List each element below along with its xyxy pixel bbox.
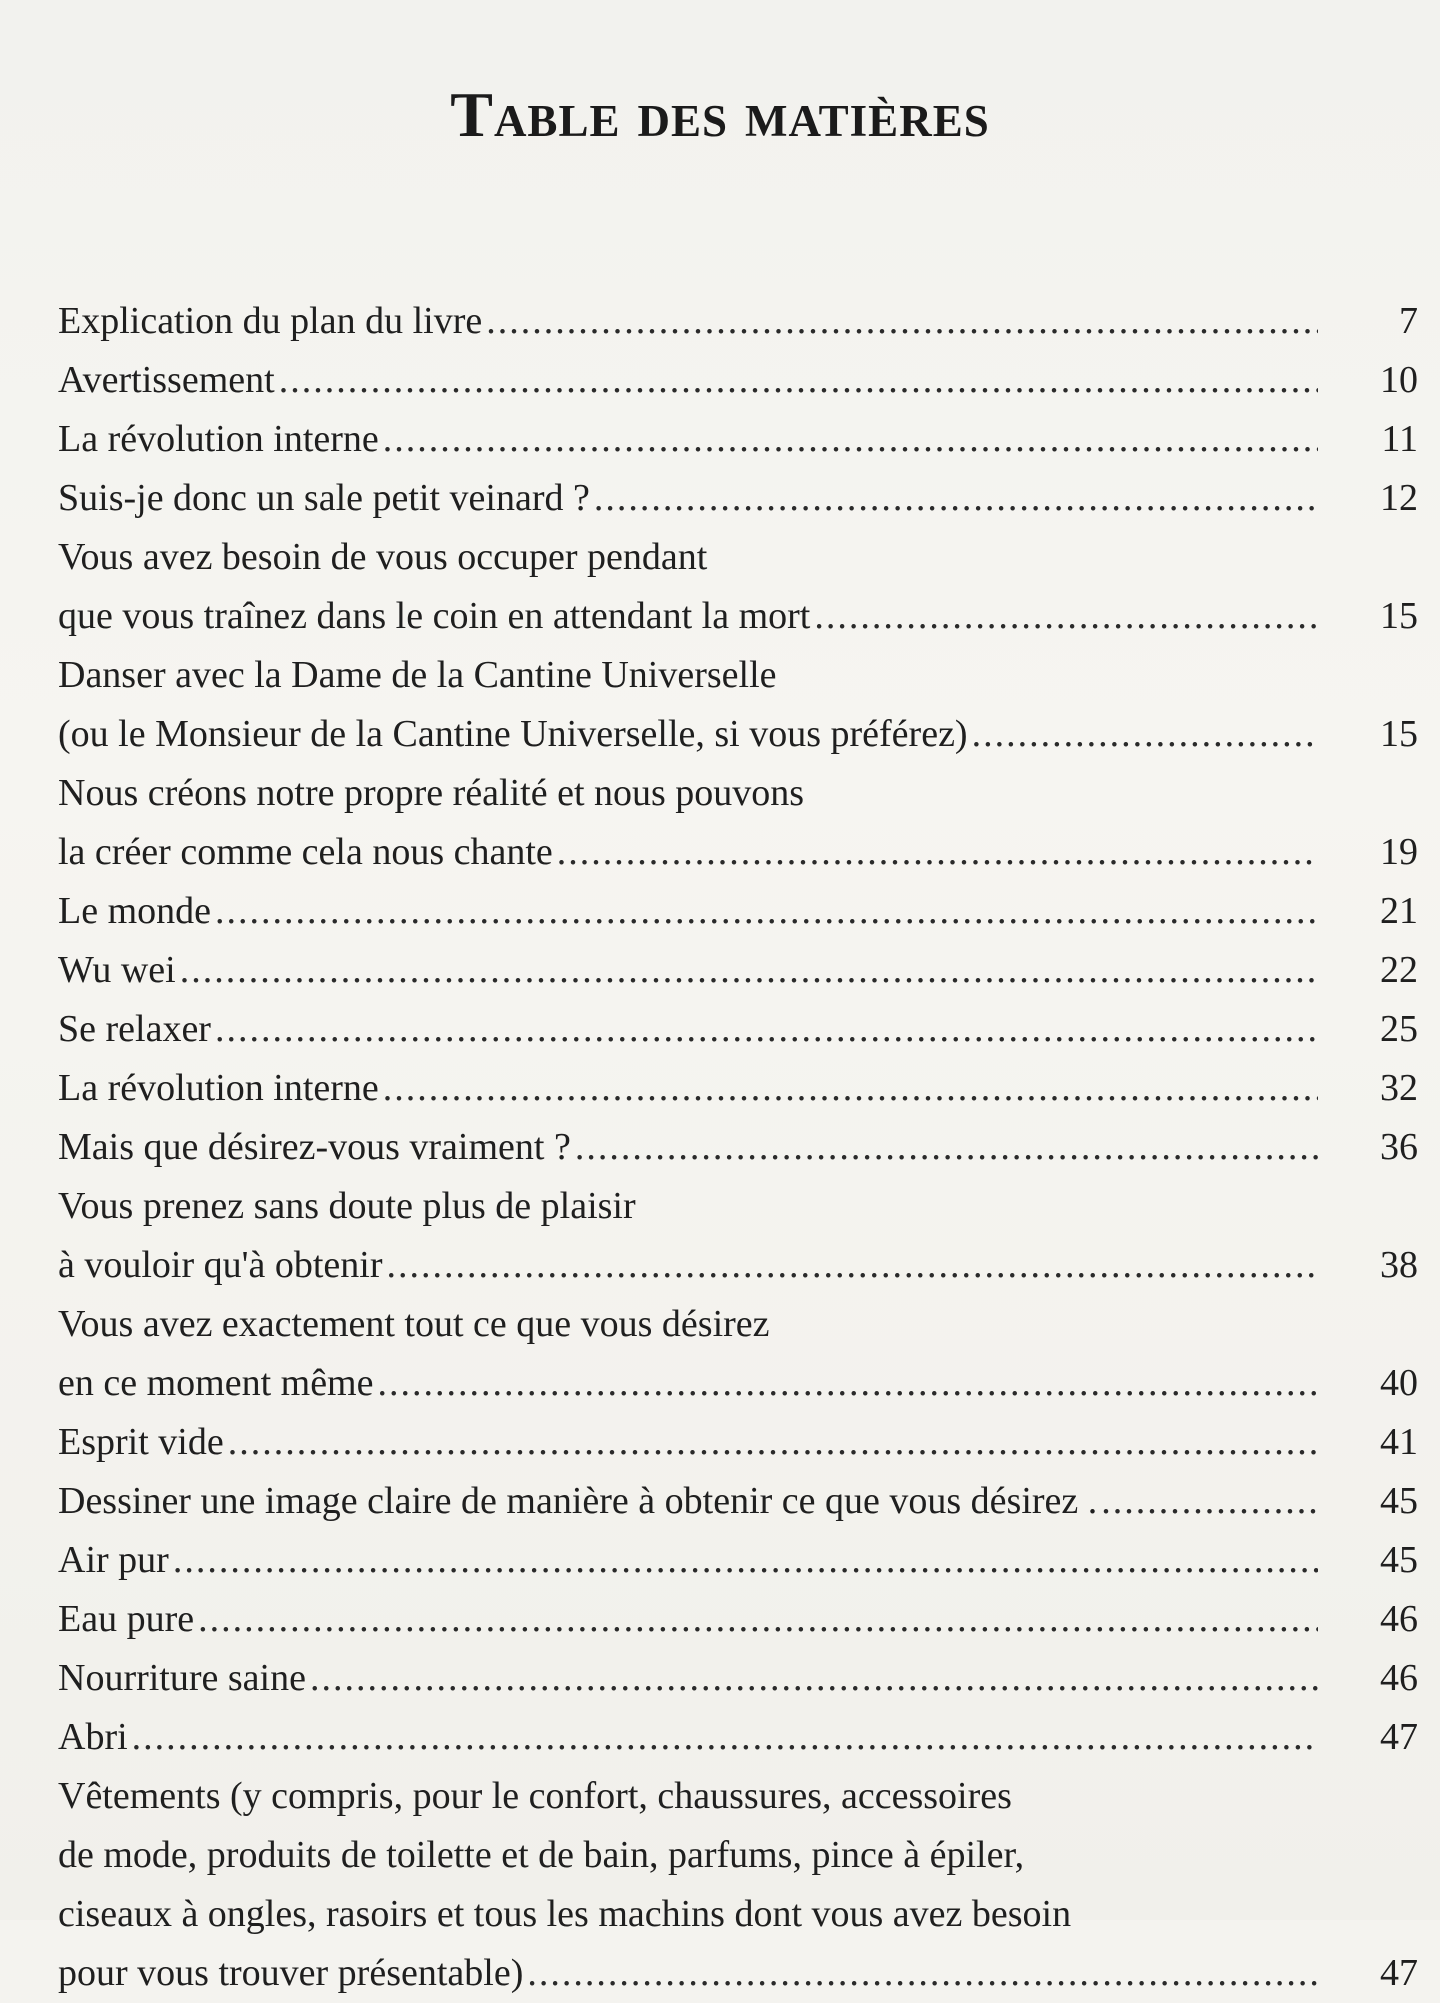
- toc-page-number: 12: [1380, 477, 1418, 519]
- toc-entry-title: que vous traînez dans le coin en attendant la mort: [58, 595, 811, 637]
- toc-page-number: 32: [1380, 1067, 1418, 1109]
- toc-page-number: 25: [1380, 1008, 1418, 1050]
- toc-entry: [58, 1767, 1418, 2003]
- toc-page-number: 40: [1380, 1362, 1418, 1404]
- toc-entry-line: [58, 1767, 1418, 1826]
- dot-leader: [814, 587, 1318, 646]
- toc-page-number: 11: [1381, 418, 1418, 460]
- toc-entry: [58, 469, 1418, 528]
- toc-page-number: 36: [1380, 1126, 1418, 1168]
- dot-leader: [378, 1354, 1319, 1413]
- toc-entry-title: à vouloir qu'à obtenir: [58, 1244, 383, 1286]
- toc-entry: [58, 1413, 1418, 1472]
- toc-entry: [58, 1649, 1418, 1708]
- toc-page-number: 22: [1380, 949, 1418, 991]
- dot-leader: [383, 410, 1318, 469]
- toc-entry-line: [58, 764, 1418, 823]
- dot-leader: [486, 292, 1318, 351]
- toc-entry: [58, 528, 1418, 646]
- dot-leader: [972, 705, 1318, 764]
- toc-entry-title: (ou le Monsieur de la Cantine Universelle, si vous préférez): [58, 713, 968, 755]
- toc-entry: [58, 1295, 1418, 1413]
- toc-page-number: 10: [1380, 359, 1418, 401]
- toc-entry-last-line: [58, 292, 1418, 351]
- toc-entry: [58, 1472, 1418, 1531]
- toc-entry-title: Danser avec la Dame de la Cantine Universelle: [58, 654, 777, 696]
- toc-page-number: 46: [1380, 1598, 1418, 1640]
- toc-entry-last-line: [58, 469, 1418, 528]
- toc-page-number: 15: [1380, 595, 1418, 637]
- toc-entry-line: [58, 1177, 1418, 1236]
- toc-page-number: 21: [1380, 890, 1418, 932]
- toc-entry-title: ciseaux à ongles, rasoirs et tous les machins dont vous avez besoin: [58, 1893, 1072, 1935]
- toc-page-number: 15: [1380, 713, 1418, 755]
- toc-entry-title: la créer comme cela nous chante: [58, 831, 553, 873]
- toc-entry-last-line: [58, 1000, 1418, 1059]
- toc-entry-title: Vous avez besoin de vous occuper pendant: [58, 536, 708, 578]
- toc-entry-title: Mais que désirez-vous vraiment ?: [58, 1126, 571, 1168]
- toc-entry-title: Suis-je donc un sale petit veinard ?: [58, 477, 590, 519]
- toc-entry: [58, 1590, 1418, 1649]
- page-title: Table des matières: [450, 79, 990, 150]
- toc-entry-last-line: [58, 587, 1418, 646]
- toc-entry-last-line: [58, 1354, 1418, 1413]
- dot-leader: [215, 882, 1318, 941]
- toc-entry: [58, 292, 1418, 351]
- toc-entry-last-line: [58, 1590, 1418, 1649]
- toc-entry-last-line: [58, 941, 1418, 1000]
- toc-entry: [58, 1059, 1418, 1118]
- toc-entry-last-line: [58, 410, 1418, 469]
- toc-entry-title: de mode, produits de toilette et de bain, parfums, pince à épiler,: [58, 1834, 1025, 1876]
- toc-entry-title: La révolution interne: [58, 418, 379, 460]
- toc-entry-title: Le monde: [58, 890, 212, 932]
- toc-entry: [58, 941, 1418, 1000]
- toc-page-number: 38: [1380, 1244, 1418, 1286]
- toc-page-number: 45: [1380, 1480, 1418, 1522]
- dot-leader: [527, 1944, 1318, 2003]
- toc-entry-title: Abri: [58, 1716, 128, 1758]
- toc-page-number: 41: [1380, 1421, 1418, 1463]
- dot-leader: [198, 1590, 1318, 1649]
- toc-entry-title: en ce moment même: [58, 1362, 374, 1404]
- toc-entry-title: Vêtements (y compris, pour le confort, chaussures, accessoires: [58, 1775, 1012, 1817]
- dot-leader: [383, 1059, 1318, 1118]
- toc-entry-last-line: [58, 1531, 1418, 1590]
- toc-entry: [58, 646, 1418, 764]
- toc-entry-last-line: [58, 1472, 1418, 1531]
- dot-leader: [215, 1000, 1318, 1059]
- toc-entry: [58, 1531, 1418, 1590]
- toc-entry-last-line: [58, 1059, 1418, 1118]
- toc-entry-last-line: [58, 1708, 1418, 1767]
- toc-entry-title: Explication du plan du livre: [58, 300, 483, 342]
- dot-leader: [173, 1531, 1318, 1590]
- toc-entry-title: Nourriture saine: [58, 1657, 306, 1699]
- toc-entry-last-line: [58, 1413, 1418, 1472]
- toc-entry: [58, 410, 1418, 469]
- toc-entry: [58, 1118, 1418, 1177]
- toc-entry-line: [58, 1826, 1418, 1885]
- dot-leader: [594, 469, 1318, 528]
- toc-entry-title: Dessiner une image claire de manière à obtenir ce que vous désirez .: [58, 1480, 1098, 1522]
- dot-leader: [180, 941, 1318, 1000]
- toc-entry: [58, 1000, 1418, 1059]
- toc-entry: [58, 764, 1418, 882]
- toc-entry-last-line: [58, 351, 1418, 410]
- toc-entry-line: [58, 1295, 1418, 1354]
- dot-leader: [1101, 1472, 1318, 1531]
- dot-leader: [575, 1118, 1318, 1177]
- dot-leader: [132, 1708, 1318, 1767]
- toc-entry: [58, 1708, 1418, 1767]
- toc-entry-line: [58, 1885, 1418, 1944]
- toc-entry-title: Esprit vide: [58, 1421, 224, 1463]
- toc-entry: [58, 351, 1418, 410]
- dot-leader: [386, 1236, 1318, 1295]
- toc-entry-title: La révolution interne: [58, 1067, 379, 1109]
- toc-entry-last-line: [58, 1944, 1418, 2003]
- toc-entry-last-line: [58, 882, 1418, 941]
- toc-page-number: 45: [1380, 1539, 1418, 1581]
- dot-leader: [310, 1649, 1318, 1708]
- toc-entry-line: [58, 646, 1418, 705]
- table-of-contents: [58, 292, 1418, 2003]
- toc-page-number: 19: [1380, 831, 1418, 873]
- toc-entry-title: Wu wei: [58, 949, 176, 991]
- toc-entry-last-line: [58, 705, 1418, 764]
- toc-entry-line: [58, 528, 1418, 587]
- toc-page-number: 46: [1380, 1657, 1418, 1699]
- toc-entry-title: Vous avez exactement tout ce que vous désirez: [58, 1303, 770, 1345]
- toc-page-number: 47: [1380, 1952, 1418, 1994]
- toc-entry-last-line: [58, 1649, 1418, 1708]
- toc-entry: [58, 882, 1418, 941]
- toc-entry-last-line: [58, 1236, 1418, 1295]
- toc-entry-title: Nous créons notre propre réalité et nous pouvons: [58, 772, 805, 814]
- toc-entry-title: Air pur: [58, 1539, 169, 1581]
- toc-entry-title: Avertissement: [58, 359, 275, 401]
- toc-entry-last-line: [58, 823, 1418, 882]
- toc-entry-title: Vous prenez sans doute plus de plaisir: [58, 1185, 636, 1227]
- toc-entry-title: Eau pure: [58, 1598, 195, 1640]
- toc-entry-title: Se relaxer: [58, 1008, 211, 1050]
- dot-leader: [279, 351, 1318, 410]
- toc-entry-title: pour vous trouver présentable): [58, 1952, 524, 1994]
- toc-entry: [58, 1177, 1418, 1295]
- dot-leader: [228, 1413, 1318, 1472]
- toc-entry-last-line: [58, 1118, 1418, 1177]
- dot-leader: [557, 823, 1318, 882]
- toc-page-number: 47: [1380, 1716, 1418, 1758]
- toc-page-number: 7: [1399, 300, 1418, 342]
